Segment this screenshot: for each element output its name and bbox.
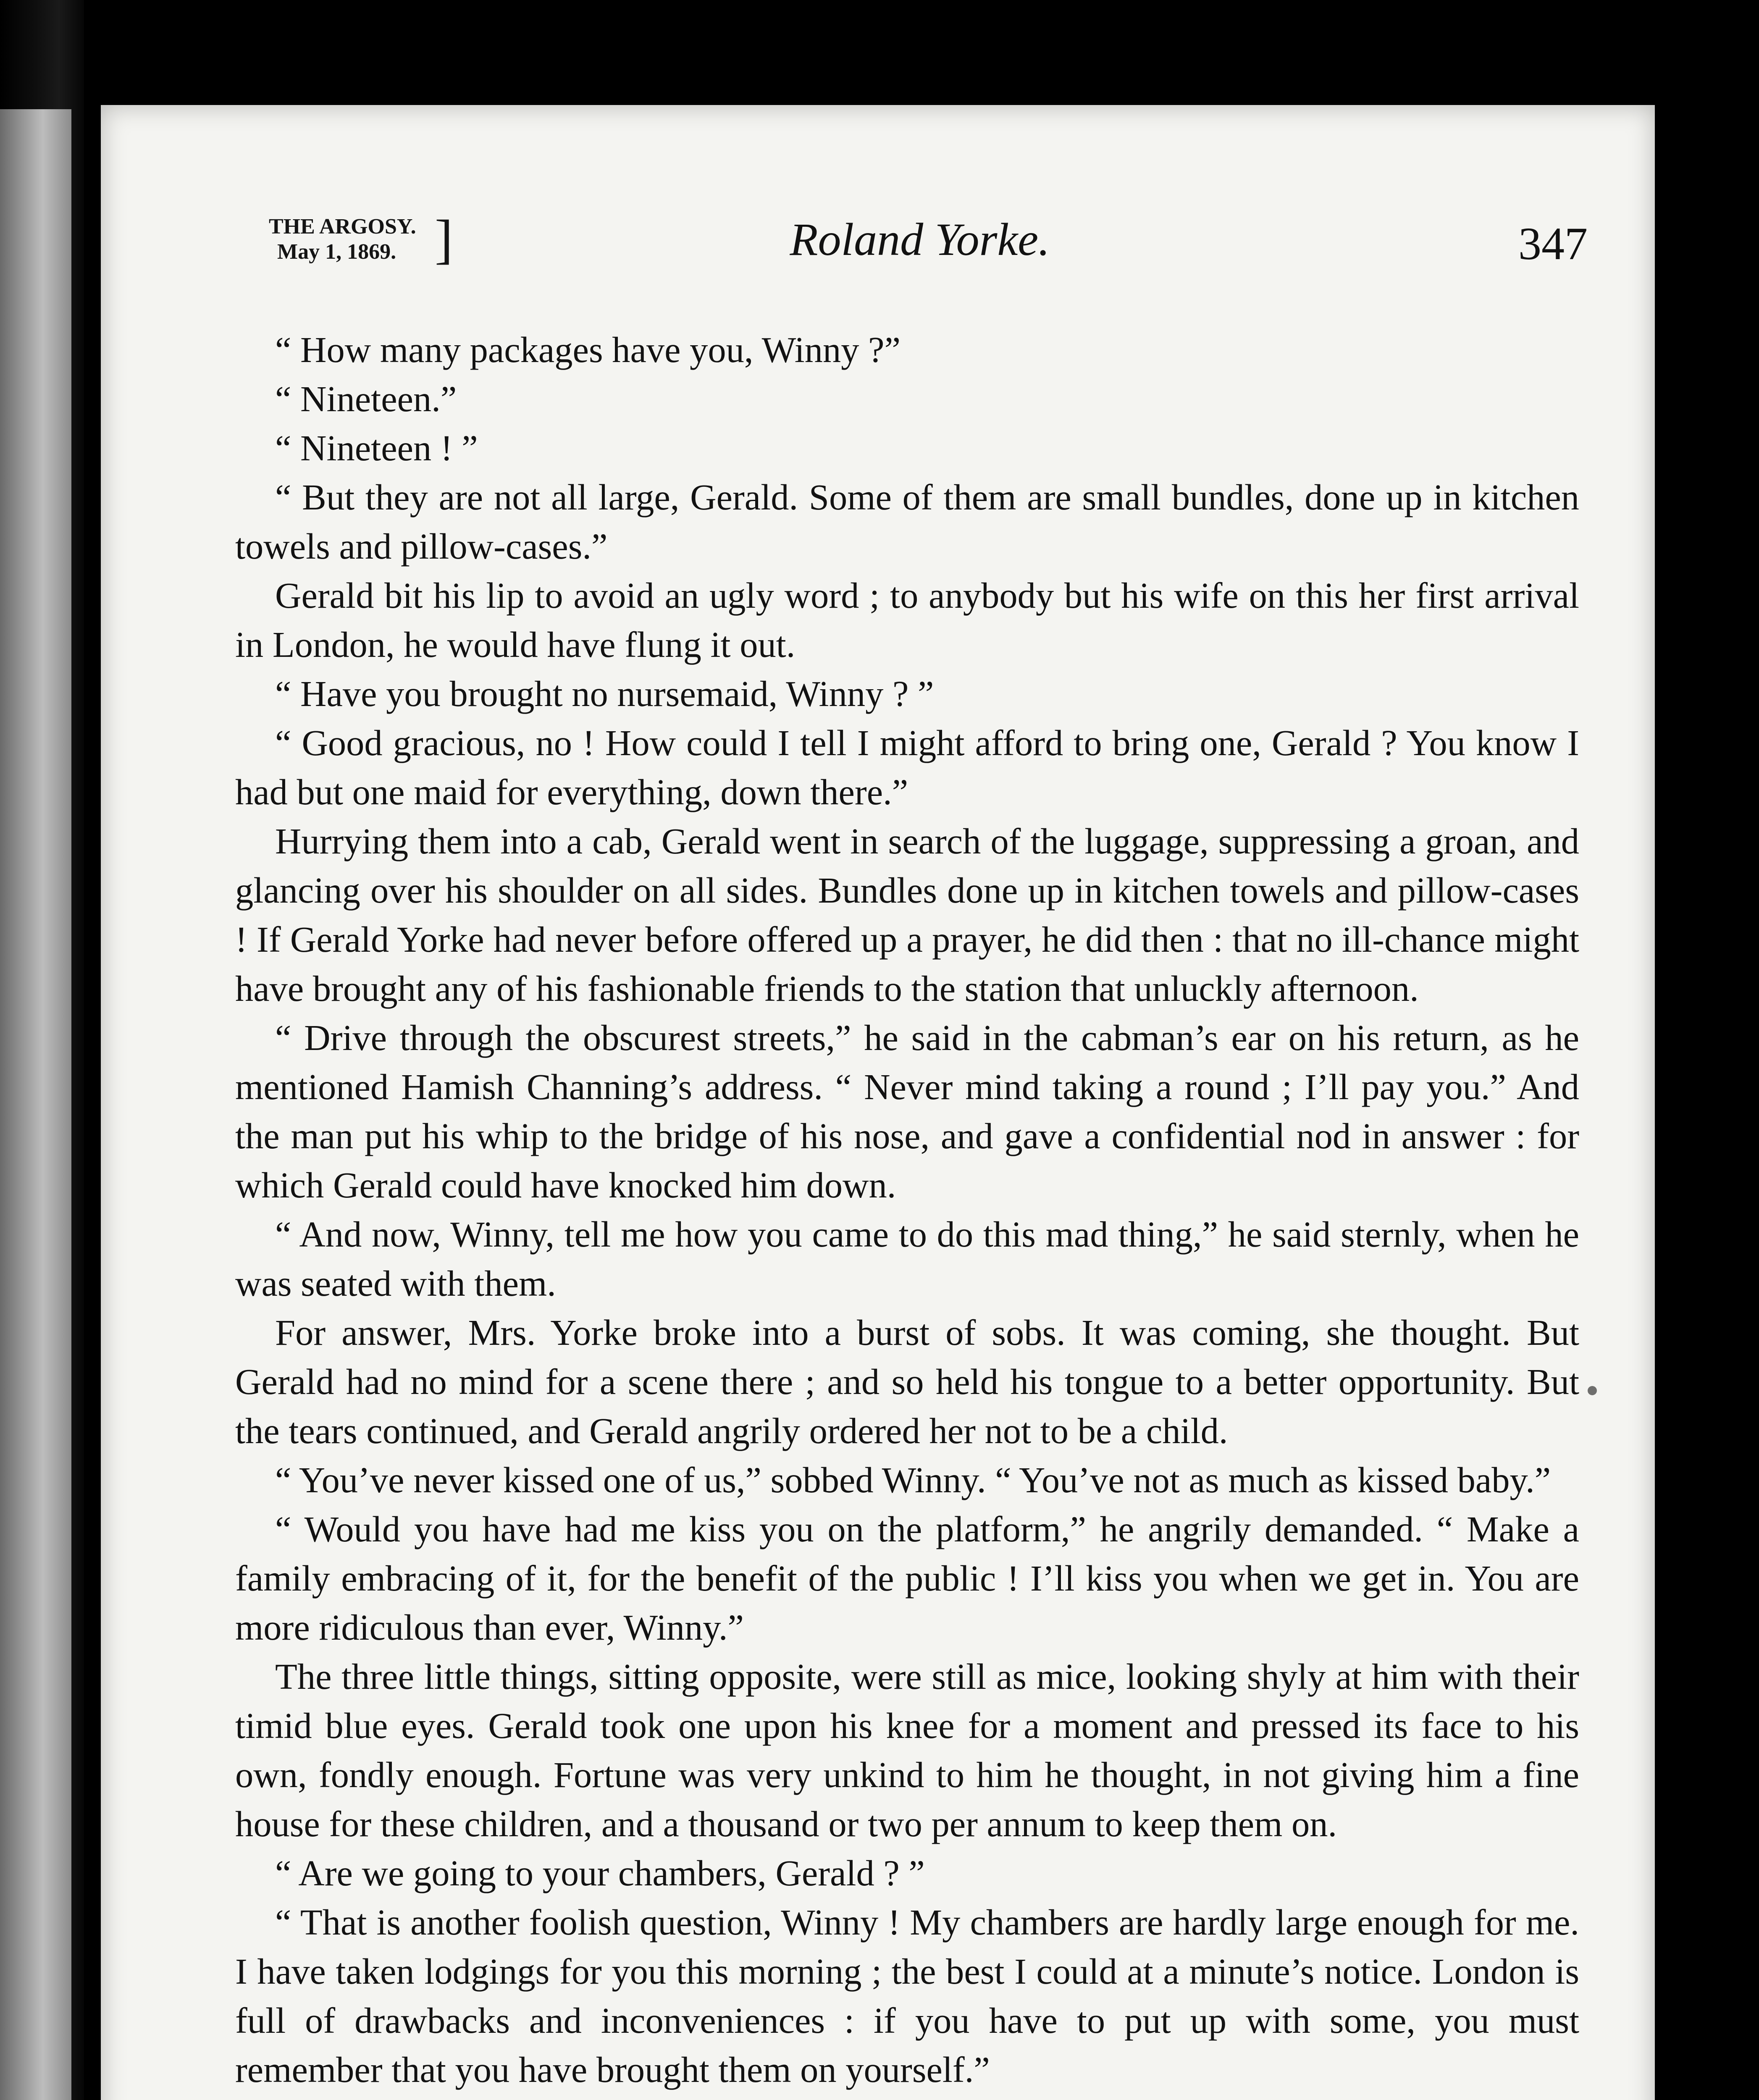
source-bracket: ] <box>435 209 453 270</box>
paragraph: “ Are we going to your chambers, Gerald ? ” <box>275 1853 925 1893</box>
paragraph: “ Nineteen ! ” <box>275 428 478 468</box>
page-number: 347 <box>1518 218 1588 269</box>
source-journal: THE ARGOSY. <box>269 215 416 239</box>
paragraph: For answer, Mrs. Yorke broke into a burst of sobs. It was coming, she thought. But Gerald had no mind for a scene there ; and so held his tongue to a better opportunity. But the tears continued, and Gerald angrily ordered her not to be a child. <box>235 1312 1579 1451</box>
running-title: Roland Yorke. <box>790 214 1050 265</box>
paragraph: “ But they are not all large, Gerald. Some of them are small bundles, done up in kitchen towels and pillow-cases.” <box>235 477 1579 567</box>
paragraph: “ That is another foolish question, Winny ! My chambers are hardly large enough for me. I have taken lodgings for you this morning ; the best I could at a minute’s notice. London is full of drawbacks and inconveniences : if you have to put up with some, you must remember that you have brought them on yourself.” <box>235 1902 1579 2090</box>
previous-page-edge <box>0 109 71 2100</box>
paragraph: “ Nineteen.” <box>275 379 457 419</box>
paragraph: “ Drive through the obscurest streets,” he said in the cabman’s ear on his return, as he mentioned Hamish Channing’s address. “ Never mind taking a round ; I’ll pay you.” And the man put his whip to the bridge of his nose, and gave a confidential nod in answer : for which Gerald could have knocked him down. <box>235 1018 1579 1205</box>
source-label <box>269 214 416 265</box>
ink-speck <box>1588 1386 1597 1395</box>
paragraph: “ How many packages have you, Winny ?” <box>275 330 901 370</box>
paragraph: “ Would you have had me kiss you on the platform,” he angrily demanded. “ Make a family embracing of it, for the benefit of the public ! I’ll kiss you when we get in. You are more ridiculous than ever, Winny.” <box>235 1509 1579 1648</box>
paragraph: Hurrying them into a cab, Gerald went in search of the luggage, suppressing a groan, and glancing over his shoulder on all sides. Bundles done up in kitchen towels and pillow-cases ! If Gerald Yorke had never before offered up a prayer, he did then : that no ill-chance might have brought any of his fashionable friends to the station that unluckly afternoon. <box>235 821 1579 1009</box>
paragraph: “ Good gracious, no ! How could I tell I might afford to bring one, Gerald ? You know I had but one maid for everything, down there.” <box>235 723 1579 812</box>
paragraph: “ And now, Winny, tell me how you came to do this mad thing,” he said sternly, when he was seated with them. <box>235 1214 1579 1304</box>
source-date: May 1, 1869. <box>277 240 396 264</box>
book-page <box>101 105 1655 2100</box>
paragraph: “ You’ve never kissed one of us,” sobbed Winny. “ You’ve not as much as kissed baby.” <box>275 1460 1551 1500</box>
body-text <box>235 326 1579 2095</box>
paragraph: Gerald bit his lip to avoid an ugly word ; to anybody but his wife on this her first arrival in London, he would have flung it out. <box>235 575 1579 665</box>
paragraph: “ Have you brought no nursemaid, Winny ? ” <box>275 674 934 714</box>
paragraph: The three little things, sitting opposite, were still as mice, looking shyly at him with their timid blue eyes. Gerald took one upon his knee for a moment and pressed its face to his own, fondly enough. Fortune was very unkind to him he thought, in not giving him a fine house for these children, and a thousand or two per annum to keep them on. <box>235 1656 1579 1844</box>
